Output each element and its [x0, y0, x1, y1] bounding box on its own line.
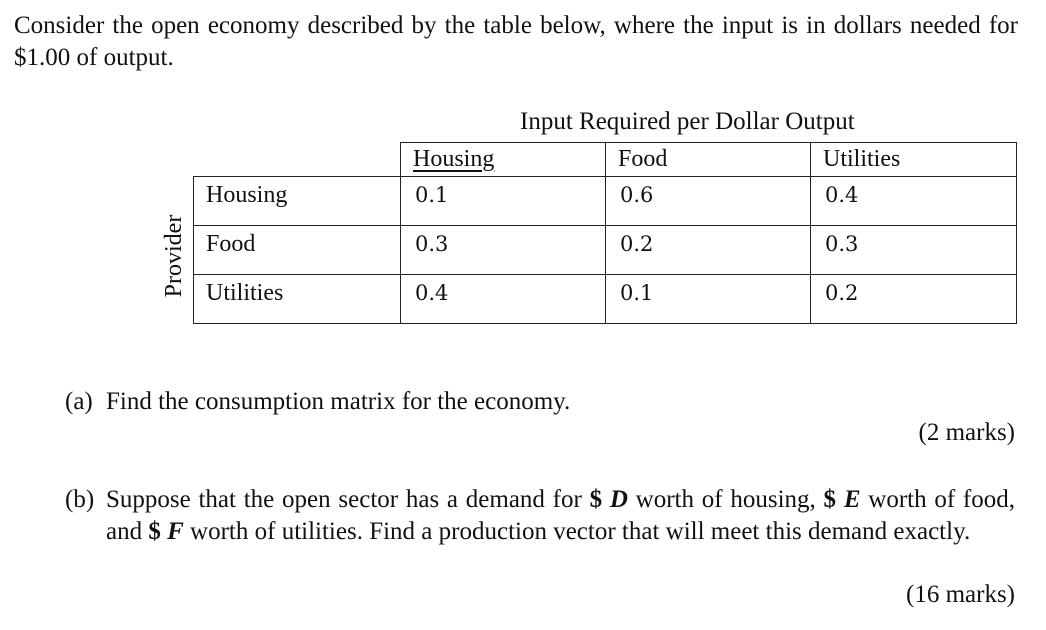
- table-header-row: [194, 143, 1017, 177]
- row-label-food: Food: [194, 226, 401, 275]
- question-b-marks: (16 marks): [906, 581, 1015, 608]
- table-cell: 0.3: [811, 226, 1017, 275]
- table-row: [194, 226, 1017, 275]
- provider-axis-label: Provider: [161, 214, 187, 298]
- table-heading: Input Required per Dollar Output: [520, 108, 855, 135]
- row-label-utilities: Utilities: [194, 275, 401, 324]
- table-row: [194, 275, 1017, 324]
- question-a: [65, 386, 1015, 418]
- dollar-symbol: $: [148, 518, 161, 545]
- question-a-label: (a): [65, 388, 93, 415]
- table-cell: 0.2: [811, 275, 1017, 324]
- table-row: [194, 177, 1017, 226]
- question-b-text: Suppose that the open sector has a demand for $ D worth of housing, $ E worth of food, and $ F worth of utilities. Find a production vector that will meet this demand exactly.: [106, 486, 1016, 545]
- table-cell: 0.1: [401, 177, 606, 226]
- question-b-label: (b): [65, 486, 95, 513]
- table-cell: 0.2: [606, 226, 811, 275]
- table-cell: 0.4: [401, 275, 606, 324]
- intro-paragraph: [14, 10, 1018, 74]
- table-cell: 0.1: [606, 275, 811, 324]
- variable-d: D: [609, 486, 628, 513]
- dollar-symbol: $: [823, 486, 837, 513]
- variable-e: E: [843, 486, 861, 513]
- column-header-food: Food: [606, 143, 811, 177]
- intro-amount: $1.00: [14, 44, 71, 71]
- dollar-symbol: $: [589, 486, 603, 513]
- table-cell: 0.4: [811, 177, 1017, 226]
- column-header-housing: Housing: [401, 143, 606, 177]
- intro-text-start: Consider the open economy described by the table below, where the input is in dollars needed for: [14, 12, 1018, 39]
- intro-text-end: of output.: [70, 44, 174, 71]
- question-a-text: Find the consumption matrix for the economy.: [106, 388, 571, 415]
- variable-f: F: [167, 518, 184, 545]
- table-cell: 0.6: [606, 177, 811, 226]
- table-cell: 0.3: [401, 226, 606, 275]
- column-header-utilities: Utilities: [811, 143, 1017, 177]
- question-a-marks: (2 marks): [918, 419, 1015, 446]
- row-label-housing: Housing: [194, 177, 401, 226]
- table-corner-cell: [194, 143, 401, 177]
- question-b: [65, 484, 1015, 548]
- input-output-table: [193, 142, 1017, 324]
